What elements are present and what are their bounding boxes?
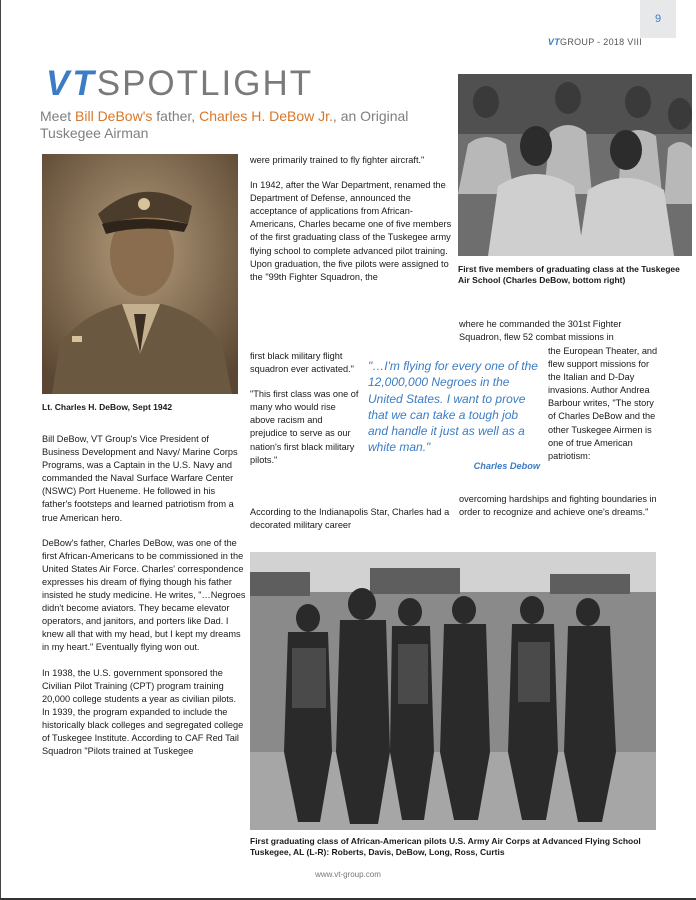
page-subtitle [40,108,440,142]
page-number: 9 [654,13,662,25]
five-graduates-photo [458,74,692,256]
pull-quote [368,358,540,474]
paragraph: were primarily trained to fly fighter aircraft." [250,155,425,165]
header-group-text: GROUP - 2018 VIII [560,37,642,47]
article-column-2-top [250,154,454,284]
article-column-3-wrap [548,345,658,463]
title-prefix: VT [46,64,97,103]
article-column-3-bottom [459,493,659,519]
article-column-1 [42,433,246,770]
paragraph: where he commanded the 301st Fighter Squadron, flew 52 combat missions in [459,319,622,343]
page-number-tab [640,0,676,38]
paragraph: According to the Indianapolis Star, Charles had a decorated military career [250,507,450,531]
subtitle-name-bill: Bill DeBow's [75,108,153,124]
paragraph: "This first class was one of many who would rise above racism and prejudice to serve as our nation's first black military pilots." [250,389,359,465]
pull-quote-text: "…I'm flying for every one of the 12,000,000 Negroes in the United States. I want to prove that we can take a tough job and handle it just as well as a white man." [368,359,538,455]
paragraph: first black military flight squadron ever activated." [250,351,354,375]
paragraph: Bill DeBow, VT Group's Vice President of Business Development and Navy/ Marine Corps Programs, was a Captain in the U.S. Navy and commanded the Naval Surface Warfare Center (NSWC) Port Hueneme. He followed in his father's footsteps and learned patriotism from a true American hero. [42,434,238,523]
footer-url: www.vt-group.com [315,870,381,879]
paragraph: In 1942, after the War Department, renamed the Department of Defense, announced the acceptance of applications from African-Americans, Charles became one of five members of the first graduating class of the Tuskegee army flying school to complete advanced pilot training. Upon graduation, the five pilots were assigned to the "99th Fighter Squadron, the [250,180,452,282]
running-header [472,37,642,47]
subtitle-text: , an Original Tuskegee Airman [40,108,409,141]
article-column-2-bottom [250,506,454,532]
portrait-caption: Lt. Charles H. DeBow, Sept 1942 [42,402,173,412]
subtitle-text: father, [152,108,200,124]
header-brand: VT [547,37,561,47]
pull-quote-attribution: Charles Debow [473,460,540,471]
five-graduates-caption: First five members of graduating class at the Tuskegee Air School (Charles DeBow, bottom right) [458,264,680,285]
paragraph: DeBow's father, Charles DeBow, was one of the first African-Americans to be commissioned in the United States Air Force. Charles' correspondence expresses his dream of flying though his father insisted he study medicine. He writes, "…Negroes didn't become aviators. They became elevator operators, and janitors, and porters like Dad. I knew all that with my head, but I kept my dreams in my heart." Eventually flying won out. [42,537,246,653]
page-title [46,66,313,101]
paragraph: In 1938, the U.S. government sponsored the Civilian Pilot Training (CPT) program training 20,000 college students a year as civilian pilots. In 1939, the program expanded to include the historically black colleges and segregated college of Tuskegee Institute. According to CAF Red Tail Squadron "Pilots trained at Tuskegee [42,667,244,757]
paragraph: the European Theater, and flew support missions for the Italian and D-Day invasions. Author Andrea Barbour writes, "The story of Charles DeBow and the other Tuskegee Airmen is one of true American patriotism: [548,346,658,461]
title-rest: SPOTLIGHT [96,64,314,103]
portrait-photo [42,154,238,394]
paragraph: overcoming hardships and fighting boundaries in order to recognize and achieve one's dreams." [459,494,657,518]
first-graduating-class-caption: First graduating class of African-American pilots U.S. Army Air Corps at Advanced Flying School Tuskegee, AL (L-R): Roberts, Davis, DeBow, Long, Ross, Curtis [250,836,641,857]
first-graduating-class-photo [250,552,656,830]
subtitle-name-charles: Charles H. DeBow Jr. [199,108,333,124]
page-border-left [0,0,1,900]
subtitle-text: Meet [40,108,76,124]
article-column-3-top [459,318,659,344]
article-column-2-wrap [250,350,360,467]
